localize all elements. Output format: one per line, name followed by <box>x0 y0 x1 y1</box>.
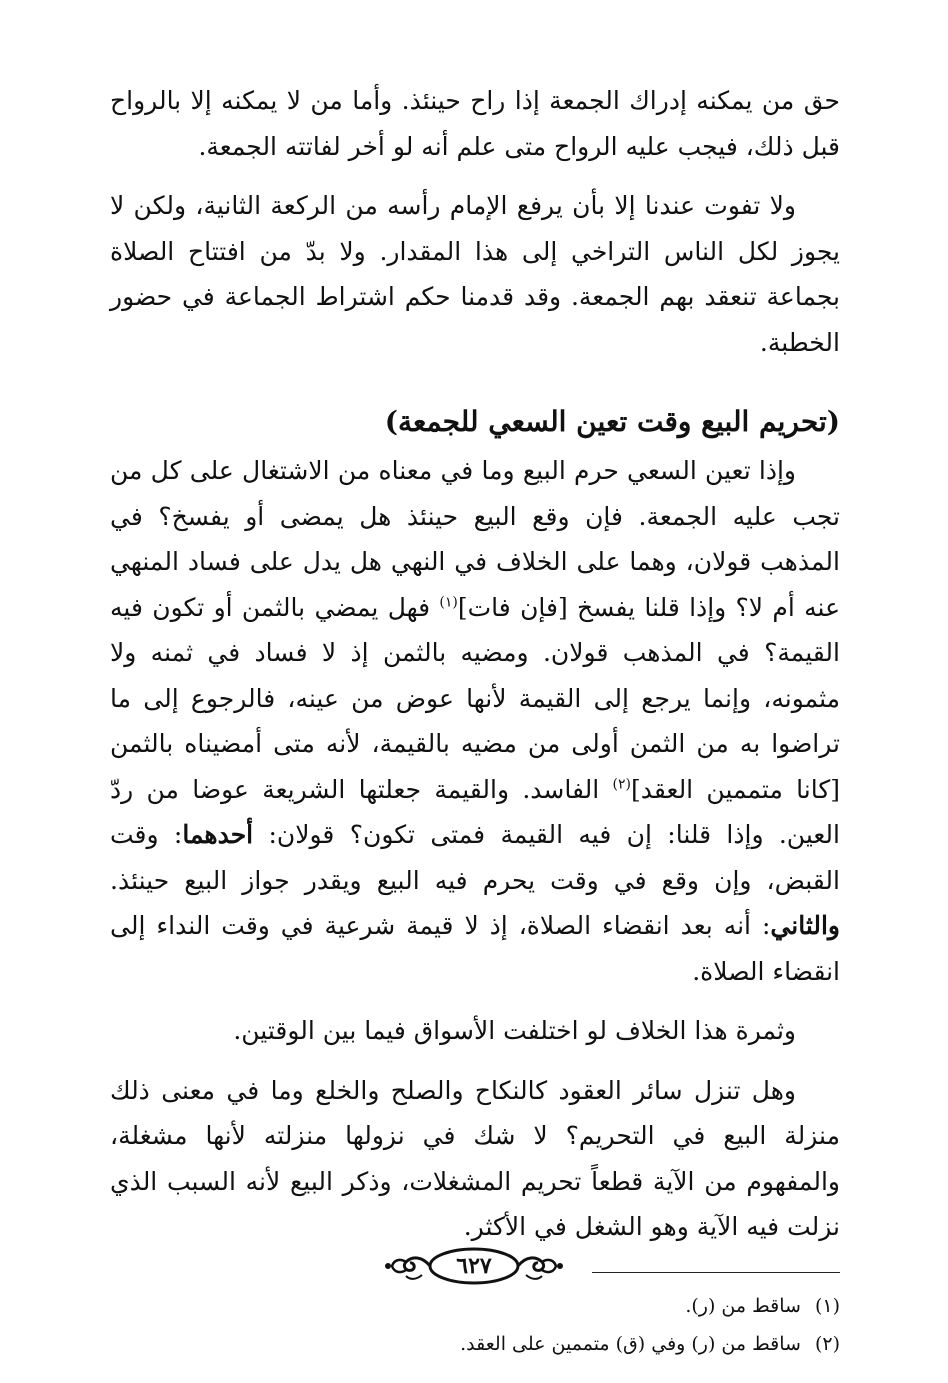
paragraph-3-part-e: : أنه بعد انقضاء الصلاة، إذ لا قيمة شرعية في وقت النداء إلى انقضاء الصلاة. <box>110 911 840 986</box>
paragraph-1: حق من يمكنه إدراك الجمعة إذا راح حينئذ. وأما من لا يمكنه إلا بالرواح قبل ذلك، فيجب عليه الرواح متى علم أنه لو أخر لفاتته الجمعة. <box>110 86 840 161</box>
paragraph-3-part-a: وإذا تعين السعي حرم البيع وما في معناه من الاشتغال على كل من تجب عليه الجمعة. فإن وقع البيع حينئذ هل يمضى أو يفسخ؟ في المذهب قولان، وهما على الخلاف في النهي هل يدل على فساد المنهي عنه أم لا؟ وإذا قلنا يفسخ [فإن فات] <box>110 456 840 622</box>
first-opinion-label: أحدهما <box>182 820 254 849</box>
second-opinion-label: والثاني <box>770 911 840 940</box>
paragraph-3-part-d: : وقت القبض، وإن وقع في وقت يحرم فيه البيع ويقدر جواز البيع حينئذ. <box>110 820 840 895</box>
paragraph-3-part-b: فهل يمضي بالثمن أو تكون فيه القيمة؟ في المذهب قولان. ومضيه بالثمن إذ لا فساد في ثمنه ولا مثمونه، وإنما يرجع إلى القيمة لأنها عوض من عينه، فالرجوع إلى ما تراضوا به من الثمن أولى من مضيه بالقيمة، لأنه متى أمضيناه بالثمن [كانا متممين العقد] <box>110 592 840 804</box>
paragraph-5: وهل تنزل سائر العقود كالنكاح والصلح والخلع وما في معنى ذلك منزلة البيع في التحريم؟ لا شك في نزولها منزلته لأنها مشغلة، والمفهوم من الآية قطعاً تحريم المشغلات، وذكر البيع لأنه السبب الذي نزلت فيه الآية وهو الشغل في الأكثر. <box>110 1075 840 1241</box>
footnote-2-number: (٢) <box>814 1332 840 1355</box>
footnote-2 <box>110 1325 840 1363</box>
page-number: ٦٢٧ <box>456 1253 492 1279</box>
footnote-1-text: ساقط من (ر). <box>685 1294 801 1317</box>
footnote-ref-1[interactable]: (١) <box>439 594 458 611</box>
paragraph-3-part-c: الفاسد. والقيمة جعلتها الشريعة عوضا من ردّ العين. وإذا قلنا: إن فيه القيمة فمتى تكون؟ قولان: <box>110 774 840 849</box>
paragraph-4: وثمرة هذا الخلاف لو اختلفت الأسواق فيما بين الوقتين. <box>233 1016 796 1045</box>
page-number-ornament <box>0 1242 948 1294</box>
footnote-2-text: ساقط من (ر) وفي (ق) متممين على العقد. <box>460 1332 801 1355</box>
footnote-1-number: (١) <box>814 1294 840 1317</box>
page-body <box>110 78 840 1363</box>
footnote-ref-2[interactable]: (٢) <box>612 776 631 793</box>
section-heading: (تحريم البيع وقت تعين السعي للجمعة) <box>384 405 840 438</box>
paragraph-2: ولا تفوت عندنا إلا بأن يرفع الإمام رأسه من الركعة الثانية، ولكن لا يجوز لكل الناس التراخي إلى هذا المقدار. ولا بدّ من افتتاح الصلاة بجماعة تنعقد بهم الجمعة. وقد قدمنا حكم اشتراط الجماعة في حضور الخطبة. <box>110 191 840 357</box>
paragraph-3 <box>110 448 840 994</box>
